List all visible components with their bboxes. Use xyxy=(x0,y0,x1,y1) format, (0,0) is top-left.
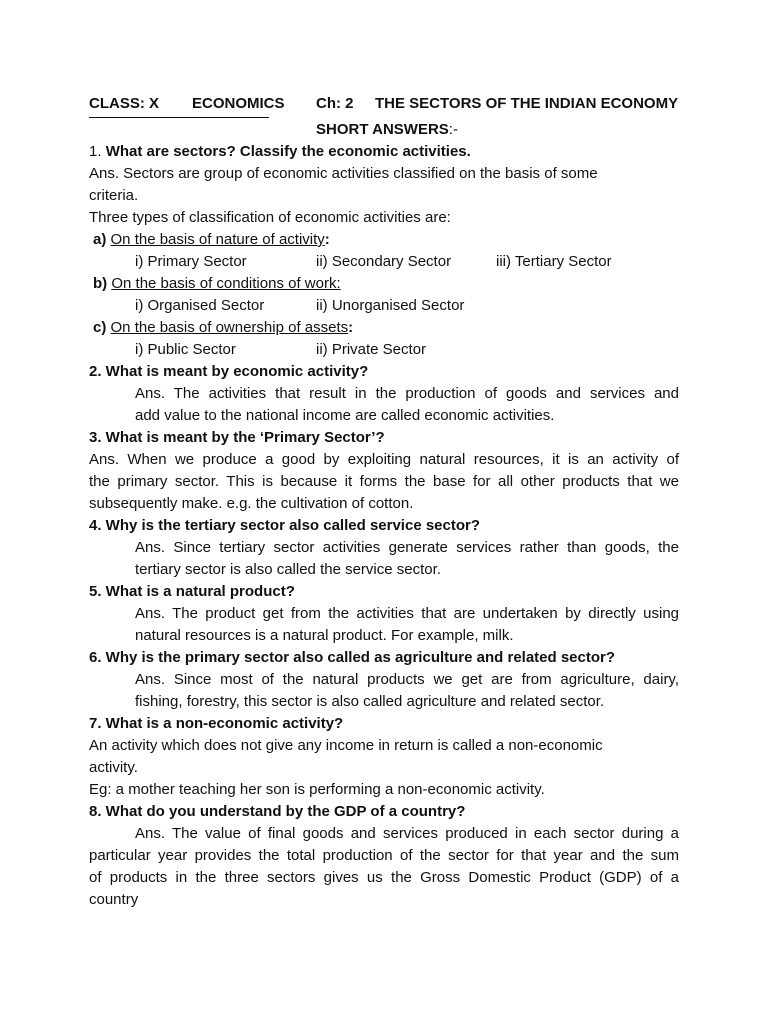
question-6: 6. Why is the primary sector also called as agriculture and related sector? xyxy=(89,649,616,666)
classification-a xyxy=(93,230,330,250)
classification-c-text: On the basis of ownership of assets xyxy=(110,319,349,336)
answer-4-line1: Ans. Since tertiary sector activities generate services rather than goods, the xyxy=(135,539,679,556)
classification-intro: Three types of classification of economic activities are: xyxy=(89,209,451,226)
classification-a-item-3: iii) Tertiary Sector xyxy=(496,253,612,270)
header-chapter: Ch: 2 xyxy=(316,95,354,112)
question-1 xyxy=(89,142,471,162)
answer-6-line1: Ans. Since most of the natural products we get are from agriculture, dairy, xyxy=(135,671,679,688)
classification-c-colon: : xyxy=(348,319,354,336)
answer-3-line2: the primary sector. This is because it forms the base for all other products that we xyxy=(89,473,679,490)
header-subtitle xyxy=(316,120,458,140)
classification-a-text: On the basis of nature of activity xyxy=(110,231,325,248)
answer-5-line1: Ans. The product get from the activities that are undertaken by directly using xyxy=(135,605,679,622)
question-3: 3. What is meant by the ‘Primary Sector’? xyxy=(89,429,385,446)
answer-7-line3: Eg: a mother teaching her son is performing a non-economic activity. xyxy=(89,781,545,798)
answer-7-line1: An activity which does not give any income in return is called a non-economic xyxy=(89,737,603,754)
answer-4-line2: tertiary sector is also called the service sector. xyxy=(135,561,441,578)
header-subject: ECONOMICS xyxy=(192,95,285,112)
answer-8-line4: country xyxy=(89,891,139,908)
answer-2-line2: add value to the national income are called economic activities. xyxy=(135,407,555,424)
classification-a-colon: : xyxy=(324,231,330,248)
answer-1-line2: criteria. xyxy=(89,187,139,204)
answer-5-line2: natural resources is a natural product. For example, milk. xyxy=(135,627,514,644)
answer-1-line1: Ans. Sectors are group of economic activities classified on the basis of some xyxy=(89,165,598,182)
classification-b xyxy=(93,274,341,294)
answer-2-line1: Ans. The activities that result in the production of goods and services and xyxy=(135,385,679,402)
question-2: 2. What is meant by economic activity? xyxy=(89,363,369,380)
classification-b-item-2: ii) Unorganised Sector xyxy=(316,297,465,314)
classification-c-item-2: ii) Private Sector xyxy=(316,341,427,358)
classification-c-item-1: i) Public Sector xyxy=(135,341,236,358)
classification-a-item-2: ii) Secondary Sector xyxy=(316,253,452,270)
classification-c xyxy=(93,318,353,338)
answer-7-line2: activity. xyxy=(89,759,138,776)
question-1-text: What are sectors? Classify the economic activities. xyxy=(105,143,471,160)
question-1-number: 1. xyxy=(89,143,106,160)
header-class: CLASS: X xyxy=(89,95,160,112)
question-7: 7. What is a non-economic activity? xyxy=(89,715,344,732)
answer-3-line1: Ans. When we produce a good by exploiting natural resources, it is an activity of xyxy=(89,451,679,468)
answer-8-line2: particular year provides the total production of the sector for that year and the sum xyxy=(89,847,679,864)
header-title: THE SECTORS OF THE INDIAN ECONOMY xyxy=(375,95,679,112)
subtitle-text: SHORT ANSWERS xyxy=(316,121,449,138)
question-5: 5. What is a natural product? xyxy=(89,583,295,600)
answer-3-line3: subsequently make. e.g. the cultivation of cotton. xyxy=(89,495,414,512)
question-8: 8. What do you understand by the GDP of a country? xyxy=(89,803,466,820)
classification-b-label: b) xyxy=(93,275,108,292)
classification-c-label: c) xyxy=(93,319,107,336)
subtitle-suffix: :- xyxy=(448,121,458,138)
answer-8-line1: Ans. The value of final goods and services produced in each sector during a xyxy=(135,825,679,842)
classification-b-text: On the basis of conditions of work: xyxy=(111,275,341,292)
question-4: 4. Why is the tertiary sector also called service sector? xyxy=(89,517,481,534)
classification-b-item-1: i) Organised Sector xyxy=(135,297,265,314)
header-underline xyxy=(89,117,269,118)
answer-8-line3: of products in the three sectors gives us the Gross Domestic Product (GDP) of a xyxy=(89,869,679,886)
classification-a-label: a) xyxy=(93,231,107,248)
answer-6-line2: fishing, forestry, this sector is also called agriculture and related sector. xyxy=(135,693,605,710)
classification-a-item-1: i) Primary Sector xyxy=(135,253,247,270)
